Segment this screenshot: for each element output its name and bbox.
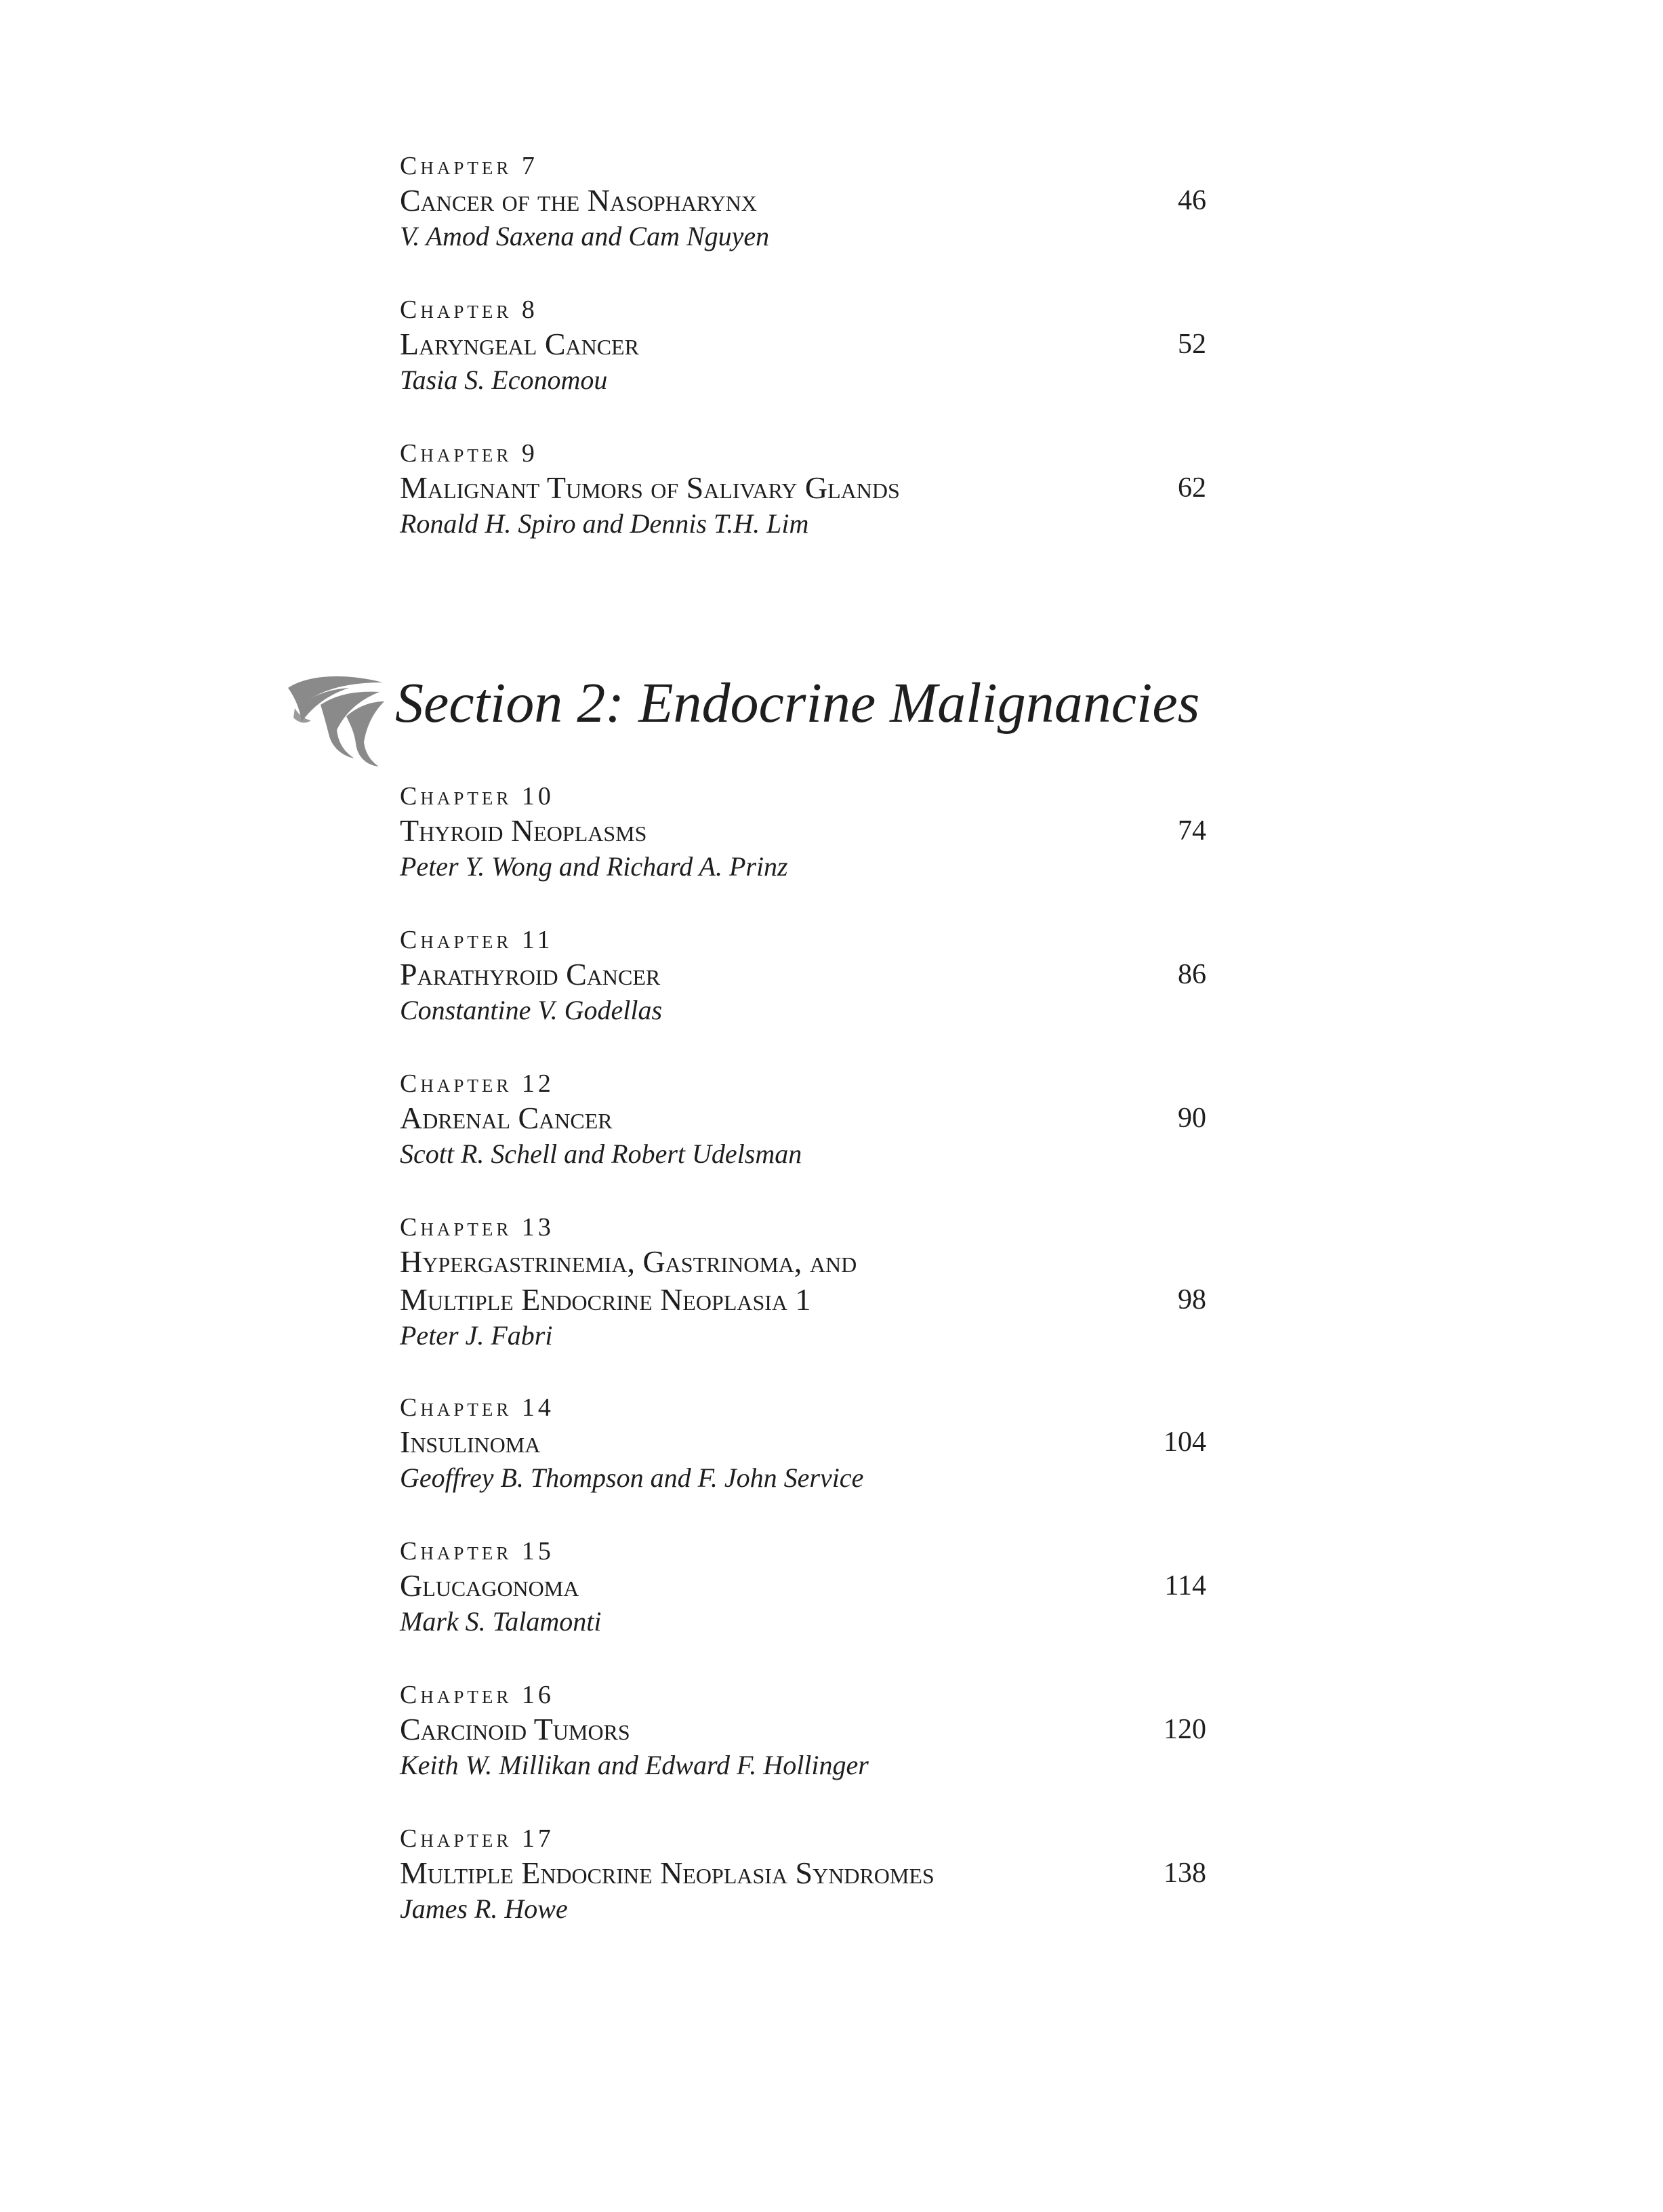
chapter-label: Chapter 10 bbox=[400, 782, 554, 811]
chapter-authors: James R. Howe bbox=[400, 1893, 568, 1924]
page-number: 104 bbox=[1164, 1427, 1206, 1458]
toc-entry-chapter-17[interactable] bbox=[400, 1823, 1206, 1926]
chapter-title bbox=[400, 469, 1206, 507]
chapter-label: Chapter 16 bbox=[400, 1681, 554, 1709]
chapter-label: Chapter 7 bbox=[400, 152, 538, 180]
feather-flourish-icon bbox=[281, 668, 390, 769]
toc-entry-chapter-11[interactable] bbox=[400, 924, 1206, 1027]
page-number: 114 bbox=[1164, 1570, 1206, 1601]
chapter-label: Chapter 8 bbox=[400, 295, 538, 324]
chapter-title-line: Carcinoid Tumors bbox=[400, 1712, 630, 1746]
chapter-authors: Peter Y. Wong and Richard A. Prinz bbox=[400, 851, 788, 882]
chapter-title-line: Adrenal Cancer bbox=[400, 1101, 613, 1135]
chapter-authors: Geoffrey B. Thompson and F. John Service bbox=[400, 1462, 864, 1493]
page-number: 52 bbox=[1178, 329, 1206, 360]
toc-entry-chapter-14[interactable] bbox=[400, 1392, 1206, 1495]
chapter-authors: Peter J. Fabri bbox=[400, 1320, 553, 1351]
toc-entry-chapter-7[interactable] bbox=[400, 150, 1206, 253]
chapter-title-line: Multiple Endocrine Neoplasia Syndromes bbox=[400, 1856, 935, 1890]
toc-entry-chapter-15[interactable] bbox=[400, 1536, 1206, 1639]
toc-entry-chapter-13[interactable] bbox=[400, 1212, 1206, 1353]
chapter-title-line: Multiple Endocrine Neoplasia 1 bbox=[400, 1282, 811, 1317]
chapter-authors: Ronald H. Spiro and Dennis T.H. Lim bbox=[400, 508, 809, 539]
chapter-title bbox=[400, 1243, 1206, 1319]
chapter-label: Chapter 15 bbox=[400, 1537, 554, 1565]
chapter-title bbox=[400, 812, 1206, 850]
chapter-title bbox=[400, 182, 1206, 220]
section-heading bbox=[281, 654, 1433, 776]
toc-entry-chapter-10[interactable] bbox=[400, 781, 1206, 884]
page-number: 98 bbox=[1178, 1284, 1206, 1315]
chapter-title bbox=[400, 956, 1206, 994]
page-number: 74 bbox=[1178, 815, 1206, 846]
chapter-title-line: Glucagonoma bbox=[400, 1568, 579, 1603]
chapter-title bbox=[400, 325, 1206, 363]
chapter-authors: Scott R. Schell and Robert Udelsman bbox=[400, 1139, 802, 1169]
chapter-title bbox=[400, 1567, 1206, 1605]
toc-entry-chapter-16[interactable] bbox=[400, 1679, 1206, 1782]
chapter-title bbox=[400, 1099, 1206, 1137]
chapter-authors: Mark S. Talamonti bbox=[400, 1606, 602, 1637]
chapter-label: Chapter 11 bbox=[400, 926, 554, 954]
chapter-title-line: Hypergastrinemia, Gastrinoma, and bbox=[400, 1244, 857, 1279]
chapter-authors: Constantine V. Godellas bbox=[400, 995, 663, 1025]
chapter-authors: V. Amod Saxena and Cam Nguyen bbox=[400, 221, 770, 251]
page-number: 86 bbox=[1178, 959, 1206, 990]
page-number: 90 bbox=[1178, 1103, 1206, 1134]
page-number: 62 bbox=[1178, 472, 1206, 504]
chapter-title bbox=[400, 1711, 1206, 1748]
page-number: 120 bbox=[1164, 1714, 1206, 1745]
chapter-title-line: Parathyroid Cancer bbox=[400, 957, 661, 991]
chapter-label: Chapter 17 bbox=[400, 1824, 554, 1853]
toc-entry-chapter-12[interactable] bbox=[400, 1068, 1206, 1171]
chapter-authors: Keith W. Millikan and Edward F. Hollinger bbox=[400, 1750, 869, 1780]
chapter-authors: Tasia S. Economou bbox=[400, 365, 608, 395]
chapter-title-line: Thyroid Neoplasms bbox=[400, 813, 647, 848]
page-number: 46 bbox=[1178, 185, 1206, 216]
page-number: 138 bbox=[1164, 1858, 1206, 1889]
chapter-label: Chapter 12 bbox=[400, 1069, 554, 1098]
chapter-title-line: Insulinoma bbox=[400, 1425, 541, 1459]
toc-entry-chapter-8[interactable] bbox=[400, 294, 1206, 397]
chapter-label: Chapter 9 bbox=[400, 439, 538, 468]
chapter-label: Chapter 14 bbox=[400, 1393, 554, 1422]
chapter-title bbox=[400, 1854, 1206, 1892]
chapter-title-line: Laryngeal Cancer bbox=[400, 327, 639, 361]
section-title: Section 2: Endocrine Malignancies bbox=[395, 672, 1200, 735]
chapter-title-line: Malignant Tumors of Salivary Glands bbox=[400, 470, 900, 505]
chapter-label: Chapter 13 bbox=[400, 1213, 554, 1242]
chapter-title-line: Cancer of the Nasopharynx bbox=[400, 183, 757, 218]
toc-entry-chapter-9[interactable] bbox=[400, 438, 1206, 541]
chapter-title bbox=[400, 1423, 1206, 1461]
